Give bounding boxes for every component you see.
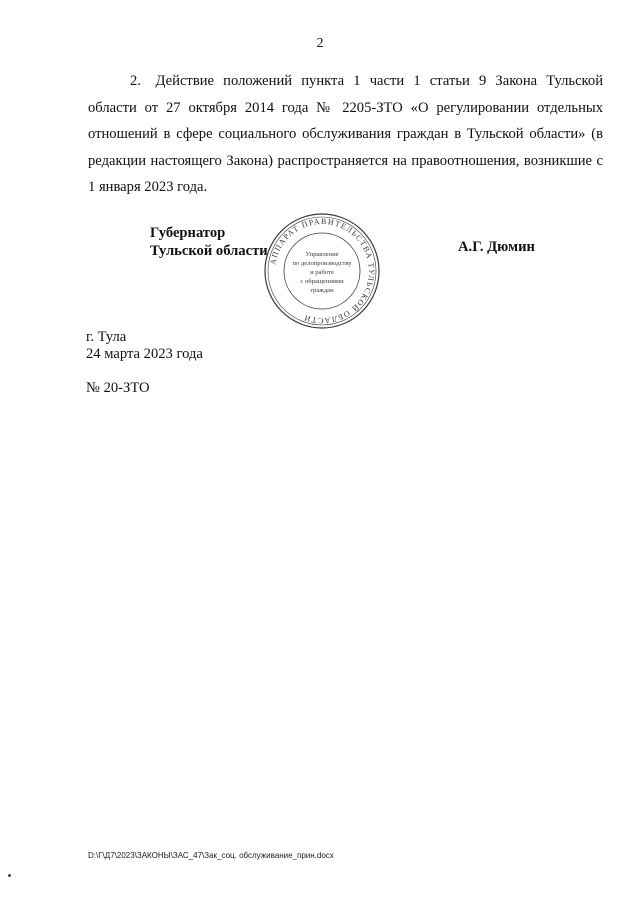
- stamp-ring-text: АППАРАТ ПРАВИТЕЛЬСТВА ТУЛЬСКОЙ ОБЛАСТИ: [268, 216, 377, 326]
- scan-dot: [8, 874, 11, 877]
- stamp-line-3: и работе: [310, 269, 334, 276]
- law-paragraph: 2. Действие положений пункта 1 части 1 статьи 9 Закона Тульской области от 27 октября 2014 года № 2205-ЗТО «О регулировании отдельных отношений в сфере социального обслуживания граждан в Тульской области» (в редакции настоящего Закона) распространяется на правоотношения, возникшие с 1 января 2023 года.: [88, 73, 603, 195]
- stamp-line-2: по делопроизводству: [292, 260, 352, 267]
- file-path-footer: D:\Г\Д7\2023\ЗАКОНЫ\ЗАС_47\Зак_соц. обслуживание_прин.docx: [88, 851, 334, 860]
- adoption-date: 24 марта 2023 года: [86, 346, 203, 362]
- law-number: № 20-ЗТО: [86, 380, 150, 396]
- stamp-line-1: Управление: [305, 251, 339, 258]
- signatory-title-line1: Губернатор: [150, 225, 226, 241]
- official-stamp: [258, 212, 386, 330]
- signatory-title: [150, 224, 268, 260]
- place-date-block: [86, 329, 203, 363]
- stamp-line-4: с обращениями: [300, 278, 344, 285]
- page-number: 2: [316, 36, 324, 51]
- signatory-name: А.Г. Дюмин: [458, 239, 535, 255]
- stamp-line-5: граждан: [310, 287, 334, 294]
- signatory-title-line2: Тульской области: [150, 243, 268, 259]
- place: г. Тула: [86, 329, 127, 345]
